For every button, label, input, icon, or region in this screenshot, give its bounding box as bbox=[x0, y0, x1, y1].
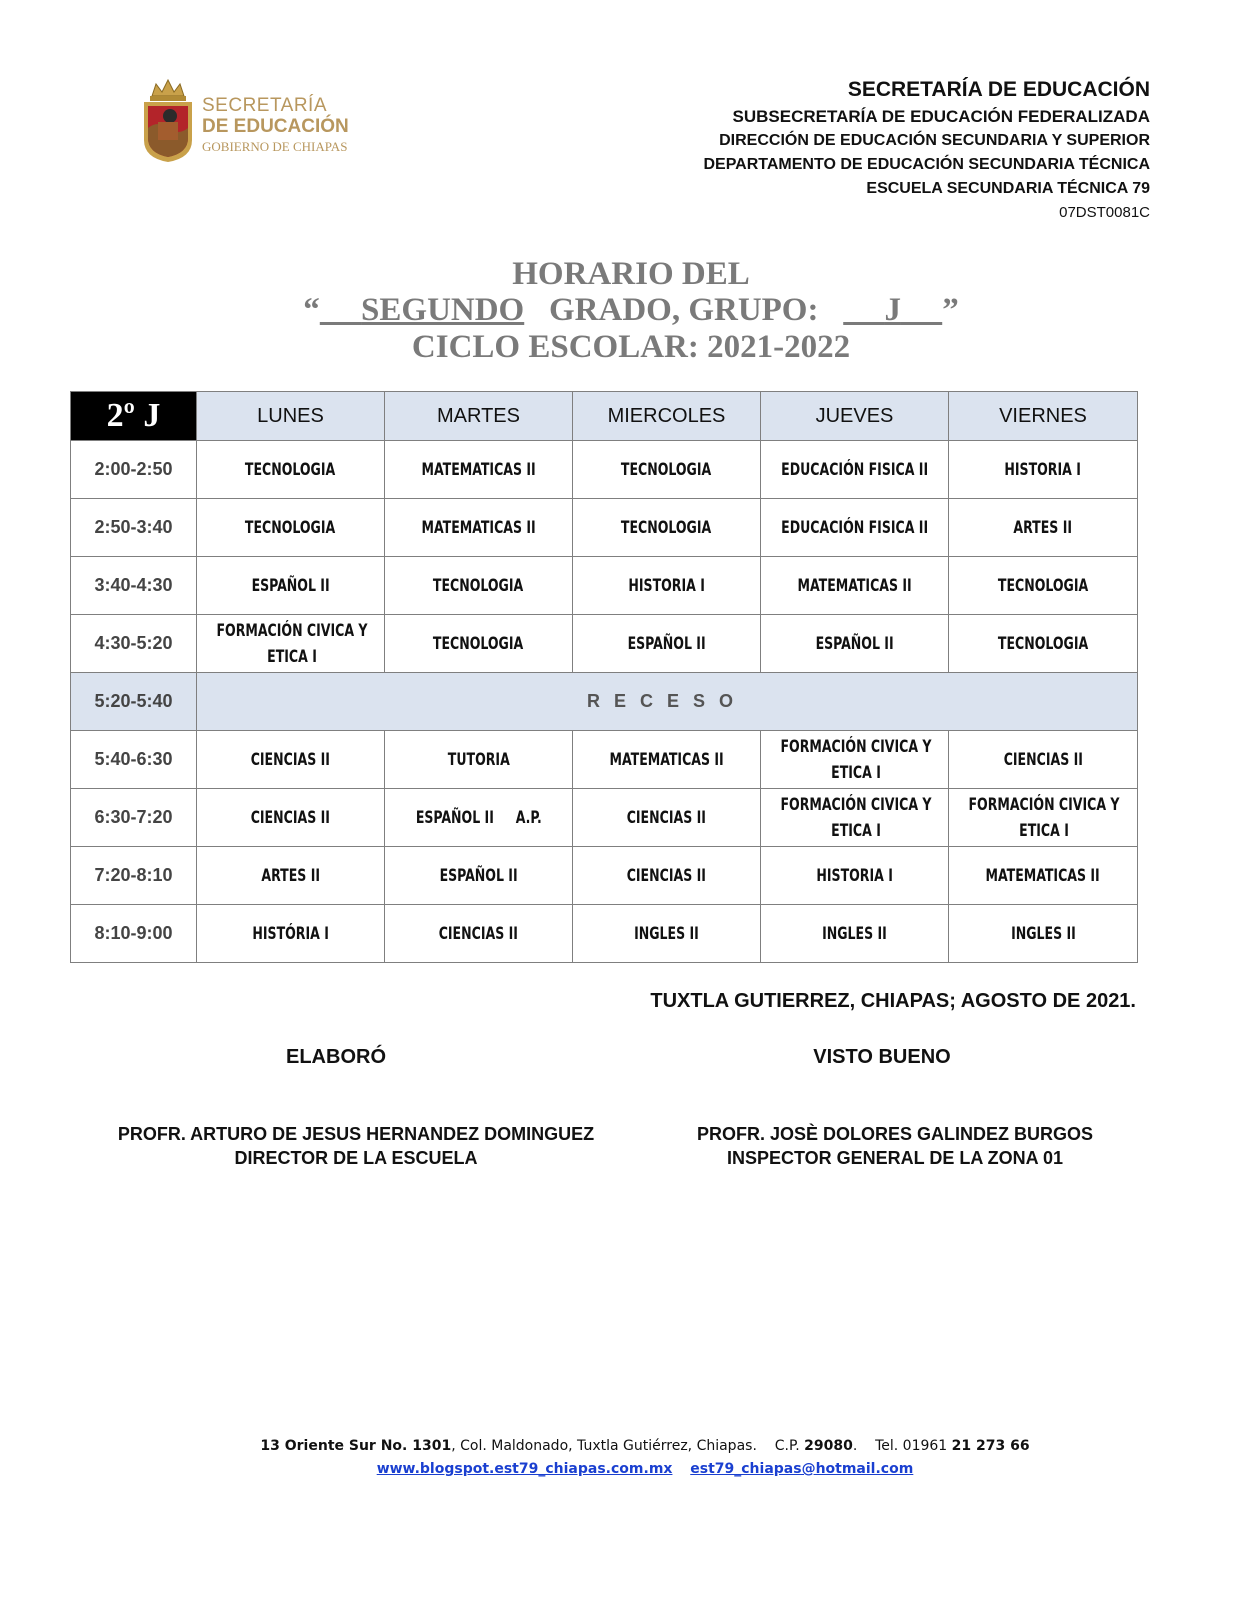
subject-cell bbox=[385, 731, 573, 789]
subject-text: TUTORIA bbox=[447, 749, 510, 770]
time-slot: 6:30-7:20 bbox=[71, 789, 197, 847]
subject-text: FORMACIÓN CIVICA Y ETICA I bbox=[780, 794, 932, 841]
subject-cell bbox=[573, 905, 761, 963]
subject-cell bbox=[197, 847, 385, 905]
subject-cell bbox=[385, 789, 573, 847]
subject-cell bbox=[385, 905, 573, 963]
day-header: MIERCOLES bbox=[573, 392, 761, 441]
schedule-table bbox=[70, 391, 1138, 963]
subject-cell bbox=[573, 557, 761, 615]
subject-cell bbox=[761, 499, 949, 557]
time-slot: 3:40-4:30 bbox=[71, 557, 197, 615]
subject-text: CIENCIAS II bbox=[250, 807, 331, 828]
subject-cell bbox=[949, 557, 1138, 615]
logo-line-3: GOBIERNO DE CHIAPAS bbox=[202, 139, 348, 154]
subject-cell bbox=[385, 847, 573, 905]
phone-number: 21 273 66 bbox=[951, 1438, 1030, 1454]
inspector-name: PROFR. JOSÈ DOLORES GALINDEZ BURGOS bbox=[696, 1124, 1094, 1144]
table-row bbox=[71, 557, 1138, 615]
header-line-5: ESCUELA SECUNDARIA TÉCNICA 79 bbox=[866, 180, 1150, 197]
subject-cell bbox=[197, 731, 385, 789]
director-signature bbox=[94, 1122, 618, 1170]
subject-text: TECNOLOGIA bbox=[245, 517, 336, 538]
subject-cell bbox=[197, 499, 385, 557]
website-link[interactable]: www.blogspot.est79_chiapas.com.mx bbox=[376, 1461, 673, 1477]
time-slot: 5:20-5:40 bbox=[71, 673, 197, 731]
subject-text: MATEMATICAS II bbox=[421, 459, 536, 480]
subject-cell bbox=[573, 615, 761, 673]
header-line-3: DIRECCIÓN DE EDUCACIÓN SECUNDARIA Y SUPERIOR bbox=[719, 132, 1150, 149]
footer-links bbox=[0, 1461, 1236, 1477]
subject-cell bbox=[949, 441, 1138, 499]
header-line-1: SECRETARÍA DE EDUCACIÓN bbox=[847, 78, 1150, 101]
table-row bbox=[71, 905, 1138, 963]
subject-text: MATEMATICAS II bbox=[421, 517, 536, 538]
subject-text: FORMACIÓN CIVICA Y ETICA I bbox=[216, 620, 368, 667]
subject-text: CIENCIAS II bbox=[626, 865, 707, 886]
subject-text: INGLES II bbox=[1010, 923, 1076, 944]
recess-label: RECESO bbox=[197, 673, 1138, 731]
subject-text: CIENCIAS II bbox=[250, 749, 331, 770]
schedule-title: HORARIO DEL bbox=[512, 256, 750, 292]
subject-cell bbox=[949, 905, 1138, 963]
subject-cell bbox=[385, 499, 573, 557]
subject-cell bbox=[949, 847, 1138, 905]
grade-group-line bbox=[0, 292, 1236, 328]
footer-address: 13 Oriente Sur No. 1301, Col. Maldonado, Tuxtla Gutiérrez, Chiapas. C.P. 29080. Tel. 01961 21 273 66 bbox=[260, 1438, 1030, 1454]
subject-text: ESPAÑOL II bbox=[815, 633, 894, 654]
subject-cell bbox=[385, 557, 573, 615]
subject-text: TECNOLOGIA bbox=[621, 517, 712, 538]
subject-text: HISTORIA I bbox=[1004, 459, 1082, 480]
subject-text: HISTORIA I bbox=[628, 575, 705, 596]
table-header-row bbox=[71, 392, 1138, 441]
header-line-4: DEPARTAMENTO DE EDUCACIÓN SECUNDARIA TÉCNICA bbox=[703, 156, 1150, 173]
subject-cell bbox=[761, 905, 949, 963]
subject-text: EDUCACIÓN FISICA II bbox=[781, 517, 928, 538]
subject-text: FORMACIÓN CIVICA Y ETICA I bbox=[968, 794, 1120, 841]
subject-text: ESPAÑOL II bbox=[627, 633, 706, 654]
time-slot: 5:40-6:30 bbox=[71, 731, 197, 789]
subject-text: TECNOLOGIA bbox=[433, 575, 524, 596]
director-title: DIRECTOR DE LA ESCUELA bbox=[234, 1148, 478, 1168]
subject-text: HISTORIA I bbox=[816, 865, 893, 886]
subject-text: ESPAÑOL II A.P. bbox=[415, 807, 542, 828]
place-date: TUXTLA GUTIERREZ, CHIAPAS; AGOSTO DE 2021. bbox=[650, 990, 1136, 1012]
subject-text: CIENCIAS II bbox=[1003, 749, 1083, 770]
time-slot: 2:50-3:40 bbox=[71, 499, 197, 557]
subject-cell bbox=[761, 731, 949, 789]
grade-label: GRADO, GRUPO: bbox=[548, 292, 819, 328]
grade-value bbox=[320, 292, 524, 328]
subject-cell bbox=[761, 847, 949, 905]
subject-cell bbox=[197, 557, 385, 615]
school-code: 07DST0081C bbox=[1059, 204, 1150, 221]
grade-text: SEGUNDO bbox=[361, 292, 525, 328]
street-address: 13 Oriente Sur No. 1301 bbox=[260, 1438, 452, 1454]
subject-cell bbox=[573, 441, 761, 499]
close-quote: ” bbox=[942, 292, 959, 328]
subject-cell bbox=[573, 499, 761, 557]
group-value bbox=[843, 292, 942, 328]
subject-cell bbox=[573, 731, 761, 789]
subject-cell bbox=[197, 905, 385, 963]
open-quote: “ bbox=[303, 292, 320, 328]
subject-cell bbox=[949, 789, 1138, 847]
table-row bbox=[71, 441, 1138, 499]
inspector-signature bbox=[660, 1122, 1130, 1170]
header-line-2: SUBSECRETARÍA DE EDUCACIÓN FEDERALIZADA bbox=[732, 107, 1150, 126]
subject-text: EDUCACIÓN FISICA II bbox=[781, 459, 928, 480]
group-text: J bbox=[884, 292, 901, 328]
director-name: PROFR. ARTURO DE JESUS HERNANDEZ DOMINGUEZ bbox=[117, 1124, 595, 1144]
table-row bbox=[71, 847, 1138, 905]
subject-text: MATEMATICAS II bbox=[797, 575, 912, 596]
tel-label: Tel. 01961 bbox=[875, 1438, 948, 1454]
group-badge: 2º J bbox=[71, 392, 197, 441]
subject-text: ESPAÑOL II bbox=[251, 575, 330, 596]
cp-label: C.P. bbox=[774, 1438, 800, 1454]
subject-cell bbox=[949, 499, 1138, 557]
email-link[interactable]: est79_chiapas@hotmail.com bbox=[690, 1461, 914, 1477]
subject-text: ARTES II bbox=[261, 865, 320, 886]
subject-cell bbox=[197, 615, 385, 673]
subject-cell bbox=[197, 789, 385, 847]
table-row bbox=[71, 499, 1138, 557]
subject-text: CIENCIAS II bbox=[438, 923, 519, 944]
table-row bbox=[71, 789, 1138, 847]
subject-text: INGLES II bbox=[634, 923, 699, 944]
subject-cell bbox=[761, 615, 949, 673]
time-slot: 2:00-2:50 bbox=[71, 441, 197, 499]
colonia-text: , Col. Maldonado, Tuxtla Gutiérrez, Chiapas. bbox=[451, 1438, 757, 1454]
school-cycle: CICLO ESCOLAR: 2021-2022 bbox=[411, 329, 851, 365]
subject-text: ESPAÑOL II bbox=[439, 865, 518, 886]
table-row bbox=[71, 615, 1138, 673]
subject-text: ARTES II bbox=[1013, 517, 1073, 538]
chiapas-coat-of-arms-icon bbox=[140, 78, 196, 164]
subject-text: MATEMATICAS II bbox=[609, 749, 724, 770]
subject-text: CIENCIAS II bbox=[626, 807, 707, 828]
recess-row bbox=[71, 673, 1138, 731]
table-row bbox=[71, 731, 1138, 789]
inspector-title: INSPECTOR GENERAL DE LA ZONA 01 bbox=[726, 1148, 1064, 1168]
subject-cell bbox=[761, 557, 949, 615]
logo-line-1: SECRETARÍA bbox=[202, 95, 328, 116]
subject-text: TECNOLOGIA bbox=[997, 575, 1089, 596]
approved-by-label: VISTO BUENO bbox=[813, 1046, 951, 1068]
postal-code: 29080 bbox=[804, 1438, 853, 1454]
subject-cell bbox=[949, 731, 1138, 789]
subject-cell bbox=[385, 441, 573, 499]
secretaria-logo bbox=[140, 78, 370, 164]
time-slot: 4:30-5:20 bbox=[71, 615, 197, 673]
subject-cell bbox=[761, 789, 949, 847]
subject-cell bbox=[197, 441, 385, 499]
subject-text: FORMACIÓN CIVICA Y ETICA I bbox=[780, 736, 932, 783]
subject-cell bbox=[573, 789, 761, 847]
subject-text: TECNOLOGIA bbox=[245, 459, 336, 480]
day-header: JUEVES bbox=[761, 392, 949, 441]
subject-text: TECNOLOGIA bbox=[433, 633, 524, 654]
subject-text: MATEMATICAS II bbox=[985, 865, 1101, 886]
institution-header bbox=[703, 76, 1150, 225]
subject-text: TECNOLOGIA bbox=[621, 459, 712, 480]
subject-text: TECNOLOGIA bbox=[997, 633, 1089, 654]
subject-cell bbox=[949, 615, 1138, 673]
logo-line-2: DE EDUCACIÓN bbox=[202, 116, 349, 137]
subject-cell bbox=[573, 847, 761, 905]
day-header: VIERNES bbox=[949, 392, 1138, 441]
subject-cell bbox=[761, 441, 949, 499]
prepared-by-label: ELABORÓ bbox=[286, 1046, 386, 1068]
time-slot: 7:20-8:10 bbox=[71, 847, 197, 905]
time-slot: 8:10-9:00 bbox=[71, 905, 197, 963]
day-header: MARTES bbox=[385, 392, 573, 441]
subject-text: HISTÓRIA I bbox=[252, 923, 329, 944]
day-header: LUNES bbox=[197, 392, 385, 441]
subject-text: INGLES II bbox=[822, 923, 887, 944]
subject-cell bbox=[385, 615, 573, 673]
